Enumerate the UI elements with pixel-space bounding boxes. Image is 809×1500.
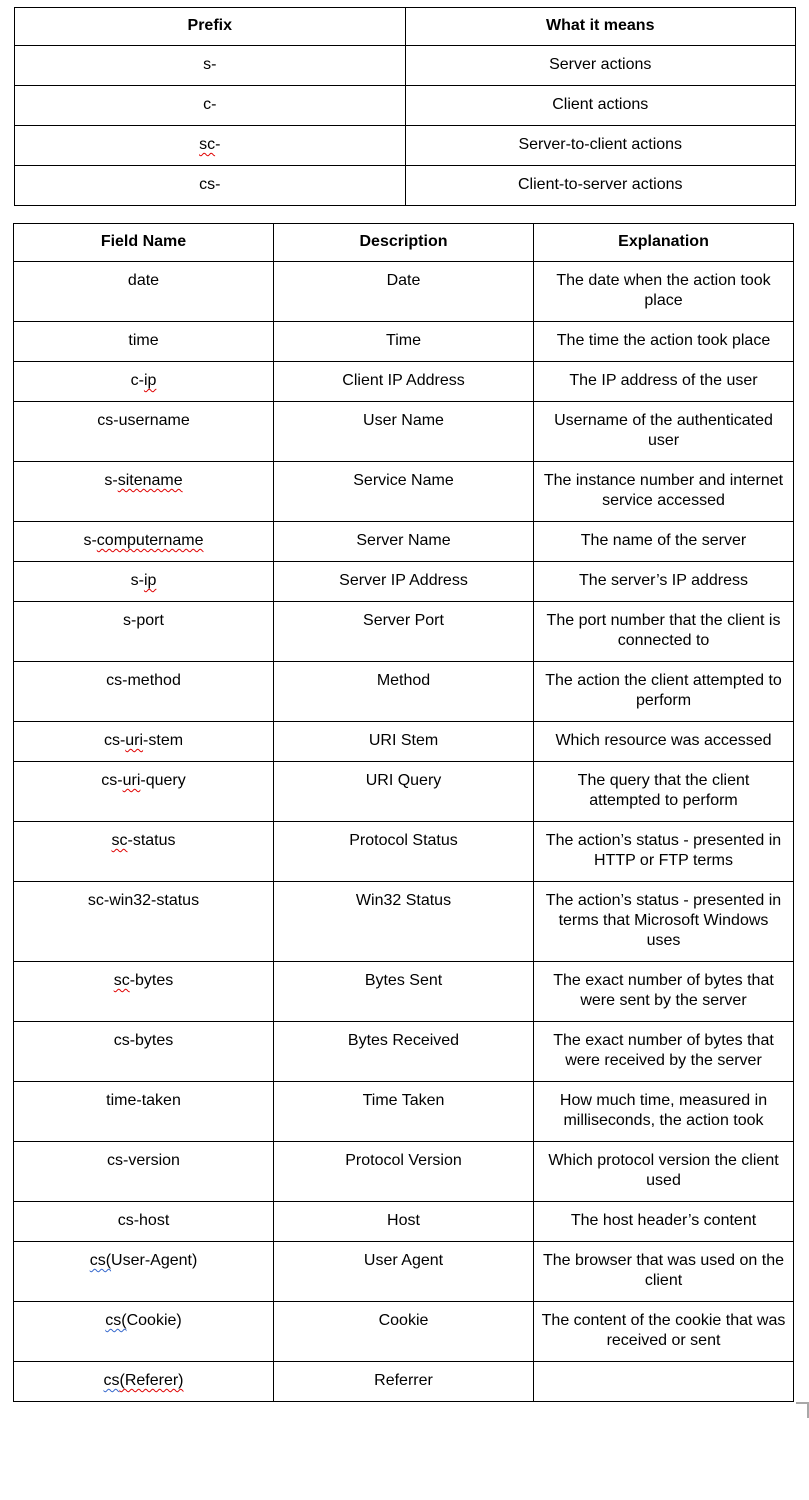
table-row	[14, 1142, 794, 1202]
column-header-description: Description	[274, 224, 534, 262]
field-name-cell	[14, 562, 274, 602]
description-cell: Protocol Status	[274, 822, 534, 882]
fields-table-header-row	[14, 224, 794, 262]
table-row	[15, 46, 796, 86]
squiggle-red-text: uri	[125, 732, 144, 749]
explanation-cell: The content of the cookie that was received or sent	[534, 1302, 794, 1362]
cell-text: cs-	[101, 772, 123, 789]
column-header-what-it-means: What it means	[405, 8, 796, 46]
table-row	[14, 762, 794, 822]
squiggle-red-text: uri	[122, 772, 141, 789]
explanation-cell: The exact number of bytes that were sent by the server	[534, 962, 794, 1022]
description-cell: Server Port	[274, 602, 534, 662]
fields-table-wrap	[13, 223, 794, 1402]
squiggle-red-text: computername	[96, 532, 204, 549]
description-cell: Date	[274, 262, 534, 322]
squiggle-red-text: sc	[113, 972, 130, 989]
squiggle-red-text: ip	[143, 372, 157, 389]
description-cell: Host	[274, 1202, 534, 1242]
table-row	[14, 1362, 794, 1402]
description-cell: Bytes Received	[274, 1022, 534, 1082]
explanation-cell: The server’s IP address	[534, 562, 794, 602]
field-name-cell	[14, 1082, 274, 1142]
squiggle-blue-text: cs	[103, 1372, 120, 1389]
prefix-table-header-row	[15, 8, 796, 46]
explanation-cell: Username of the authenticated user	[534, 402, 794, 462]
description-cell: URI Stem	[274, 722, 534, 762]
field-name-cell	[14, 882, 274, 962]
column-header-field-name: Field Name	[14, 224, 274, 262]
description-cell: Time	[274, 322, 534, 362]
table-row	[14, 522, 794, 562]
cell-text: -	[215, 136, 221, 153]
field-name-cell	[14, 762, 274, 822]
cell-text: time-taken	[106, 1092, 181, 1109]
explanation-cell: The port number that the client is connected to	[534, 602, 794, 662]
table-row	[15, 126, 796, 166]
explanation-cell: The browser that was used on the client	[534, 1242, 794, 1302]
explanation-cell: The name of the server	[534, 522, 794, 562]
description-cell: Server Name	[274, 522, 534, 562]
cell-text: -status	[127, 832, 176, 849]
prefix-cell	[15, 126, 406, 166]
table-row	[14, 602, 794, 662]
cell-text: cs-	[199, 176, 221, 193]
field-name-cell	[14, 402, 274, 462]
cell-text: -query	[140, 772, 186, 789]
field-name-cell	[14, 1022, 274, 1082]
table-row	[14, 882, 794, 962]
table-row	[14, 722, 794, 762]
description-cell: Win32 Status	[274, 882, 534, 962]
explanation-cell: The action’s status - presented in HTTP or FTP terms	[534, 822, 794, 882]
field-name-cell	[14, 822, 274, 882]
cell-text: s-port	[123, 612, 164, 629]
table-row	[14, 1302, 794, 1362]
field-name-cell	[14, 1142, 274, 1202]
field-name-cell	[14, 362, 274, 402]
meaning-cell: Client-to-server actions	[405, 166, 796, 206]
table-row	[14, 1022, 794, 1082]
description-cell: Referrer	[274, 1362, 534, 1402]
table-row	[14, 822, 794, 882]
table-row	[14, 562, 794, 602]
explanation-cell: The action’s status - presented in terms that Microsoft Windows uses	[534, 882, 794, 962]
table-row	[14, 1202, 794, 1242]
table-row	[14, 462, 794, 522]
cell-text: date	[127, 272, 160, 289]
field-name-cell	[14, 1362, 274, 1402]
field-name-cell	[14, 522, 274, 562]
table-row	[15, 166, 796, 206]
table-row	[14, 402, 794, 462]
prefix-table	[14, 7, 796, 206]
explanation-cell: The host header’s content	[534, 1202, 794, 1242]
cell-text: s-	[83, 532, 97, 549]
cell-text: User-Agent)	[111, 1252, 198, 1269]
description-cell: Server IP Address	[274, 562, 534, 602]
cell-text: sc-win32-status	[87, 892, 200, 909]
cell-text: cs-version	[107, 1152, 180, 1169]
explanation-cell: Which resource was accessed	[534, 722, 794, 762]
cell-text: cs-bytes	[113, 1032, 174, 1049]
description-cell: Time Taken	[274, 1082, 534, 1142]
explanation-cell	[534, 1362, 794, 1402]
explanation-cell: The instance number and internet service accessed	[534, 462, 794, 522]
cell-text: -bytes	[129, 972, 174, 989]
explanation-cell: The query that the client attempted to perform	[534, 762, 794, 822]
description-cell: Service Name	[274, 462, 534, 522]
explanation-cell: How much time, measured in milliseconds, the action took	[534, 1082, 794, 1142]
description-cell: URI Query	[274, 762, 534, 822]
field-name-cell	[14, 722, 274, 762]
cell-text: Cookie)	[126, 1312, 182, 1329]
description-cell: Cookie	[274, 1302, 534, 1362]
cell-text: c-	[130, 372, 144, 389]
prefix-table-body	[15, 46, 796, 206]
field-name-cell	[14, 462, 274, 522]
cell-text: cs-username	[97, 412, 190, 429]
prefix-cell	[15, 86, 406, 126]
fields-table-body	[14, 262, 794, 1402]
table-resize-handle[interactable]	[796, 1402, 809, 1418]
meaning-cell: Server-to-client actions	[405, 126, 796, 166]
explanation-cell: The action the client attempted to perform	[534, 662, 794, 722]
table-row	[14, 362, 794, 402]
prefix-table-wrap	[14, 7, 796, 206]
explanation-cell: The date when the action took place	[534, 262, 794, 322]
cell-text: s-	[203, 56, 217, 73]
squiggle-red-text: sitename	[117, 472, 183, 489]
column-header-prefix: Prefix	[15, 8, 406, 46]
squiggle-red-text: ip	[143, 572, 157, 589]
meaning-cell: Server actions	[405, 46, 796, 86]
squiggle-blue-text: cs(	[105, 1312, 127, 1329]
cell-text: -stem	[143, 732, 184, 749]
cell-text: time	[128, 332, 159, 349]
explanation-cell: The exact number of bytes that were received by the server	[534, 1022, 794, 1082]
squiggle-red-text: sc	[199, 136, 216, 153]
prefix-cell	[15, 166, 406, 206]
description-cell: Protocol Version	[274, 1142, 534, 1202]
column-header-explanation: Explanation	[534, 224, 794, 262]
field-name-cell	[14, 322, 274, 362]
table-row	[14, 662, 794, 722]
table-row	[15, 86, 796, 126]
squiggle-blue-text: cs(	[89, 1252, 112, 1269]
description-cell: User Name	[274, 402, 534, 462]
squiggle-red-text: sc	[111, 832, 128, 849]
meaning-cell: Client actions	[405, 86, 796, 126]
prefix-cell	[15, 46, 406, 86]
explanation-cell: Which protocol version the client used	[534, 1142, 794, 1202]
squiggle-red-text: (Referer)	[119, 1372, 184, 1389]
cell-text: cs-	[103, 732, 126, 749]
cell-text: s-	[130, 572, 144, 589]
field-name-cell	[14, 1202, 274, 1242]
field-name-cell	[14, 1302, 274, 1362]
description-cell: Method	[274, 662, 534, 722]
explanation-cell: The IP address of the user	[534, 362, 794, 402]
field-name-cell	[14, 662, 274, 722]
explanation-cell: The time the action took place	[534, 322, 794, 362]
table-row	[14, 262, 794, 322]
cell-text: c-	[203, 96, 217, 113]
field-name-cell	[14, 262, 274, 322]
fields-table	[13, 223, 794, 1402]
table-row	[14, 322, 794, 362]
table-row	[14, 1242, 794, 1302]
cell-text: cs-host	[117, 1212, 170, 1229]
cell-text: s-	[104, 472, 118, 489]
field-name-cell	[14, 602, 274, 662]
cell-text: cs-method	[106, 672, 181, 689]
field-name-cell	[14, 962, 274, 1022]
table-row	[14, 962, 794, 1022]
description-cell: Client IP Address	[274, 362, 534, 402]
table-row	[14, 1082, 794, 1142]
field-name-cell	[14, 1242, 274, 1302]
description-cell: Bytes Sent	[274, 962, 534, 1022]
description-cell: User Agent	[274, 1242, 534, 1302]
